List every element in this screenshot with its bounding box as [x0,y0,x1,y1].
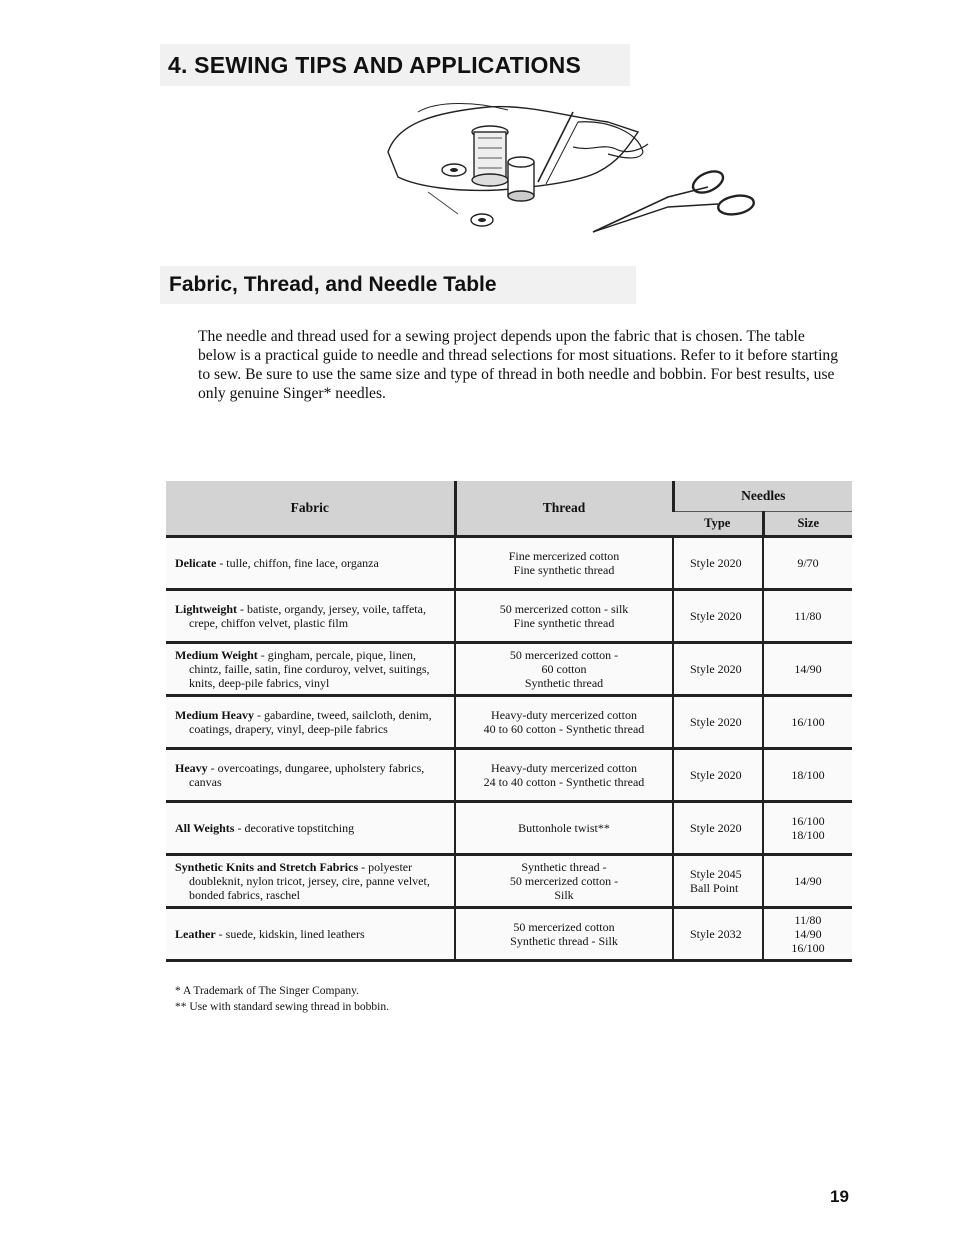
needle-size-cell: 11/80 [763,590,852,643]
needle-size-cell: 11/80 14/90 16/100 [763,908,852,961]
subsection-title: Fabric, Thread, and Needle Table [160,266,636,304]
needle-size-cell: 9/70 [763,537,852,590]
thread-cell: Fine mercerized cotton Fine synthetic thread [455,537,673,590]
needle-type-cell: Style 2020 [673,696,763,749]
fabric-cell [166,749,455,802]
table-row [166,749,852,802]
thread-cell: 50 mercerized cotton - silk Fine synthetic thread [455,590,673,643]
fabric-examples: - batiste, organdy, jersey, voile, taffeta, [237,602,426,616]
fabric-examples: - tulle, chiffon, fine lace, organza [216,556,379,570]
fabric-examples-continued: coatings, drapery, vinyl, deep-pile fabrics [189,722,388,736]
fabric-category: Leather [175,927,216,941]
fabric-cell [166,537,455,590]
table-row [166,590,852,643]
needle-type-cell: Style 2032 [673,908,763,961]
fabric-thread-needle-table [166,481,852,962]
fabric-examples-continued: doubleknit, nylon tricot, jersey, cire, panne velvet, bonded fabrics, raschel [189,874,430,902]
fabric-examples-continued: chintz, faille, satin, fine corduroy, velvet, suitings, knits, deep-pile fabrics, vinyl [189,662,430,690]
fabric-examples-continued: crepe, chiffon velvet, plastic film [189,616,349,630]
thread-cell: Heavy-duty mercerized cotton 40 to 60 cotton - Synthetic thread [455,696,673,749]
needle-type-cell: Style 2020 [673,643,763,696]
footnote-bobbin: ** Use with standard sewing thread in bobbin. [175,1001,389,1013]
fabric-category: Medium Heavy [175,708,254,722]
fabric-examples: - overcoatings, dungaree, upholstery fabrics, [207,761,425,775]
section-title: 4. SEWING TIPS AND APPLICATIONS [160,44,630,86]
fabric-examples: - gingham, percale, pique, linen, [257,648,417,662]
header-type: Type [673,512,763,537]
footnotes [175,983,389,1015]
fabric-examples: - decorative topstitching [234,821,355,835]
needle-size-cell: 16/100 18/100 [763,802,852,855]
fabric-examples: - gabardine, tweed, sailcloth, denim, [254,708,432,722]
thread-cell: Heavy-duty mercerized cotton 24 to 40 cotton - Synthetic thread [455,749,673,802]
thread-cell: 50 mercerized cotton Synthetic thread - Silk [455,908,673,961]
fabric-category: Synthetic Knits and Stretch Fabrics [175,860,359,874]
needle-type-cell: Style 2020 [673,590,763,643]
page-number: 19 [830,1187,849,1206]
needle-type-cell: Style 2045 Ball Point [673,855,763,908]
fabric-cell [166,590,455,643]
intro-paragraph: The needle and thread used for a sewing project depends upon the fabric that is chosen. The table below is a practical guide to needle and thread selections for most situations. Refer to it before starting to sew. Be sure to use the same size and type of thread in both needle and bobbin. For best results, use only genuine Singer* needles. [198,328,839,402]
fabric-examples: - polyester [358,860,413,874]
fabric-category: Heavy [175,761,208,775]
table-row [166,855,852,908]
fabric-category: Medium Weight [175,648,258,662]
header-needles: Needles [673,481,852,512]
fabric-category: All Weights [175,821,235,835]
needle-size-cell: 14/90 [763,855,852,908]
table-row [166,643,852,696]
table-row [166,908,852,961]
footnote-trademark: * A Trademark of The Singer Company. [175,985,359,997]
fabric-category: Delicate [175,556,217,570]
sewing-supplies-illustration [378,92,768,252]
needle-size-cell: 18/100 [763,749,852,802]
fabric-cell [166,643,455,696]
table-row [166,537,852,590]
header-size: Size [763,512,852,537]
needle-type-cell: Style 2020 [673,537,763,590]
fabric-examples-continued: canvas [189,775,222,789]
needle-type-cell: Style 2020 [673,802,763,855]
needle-size-cell: 16/100 [763,696,852,749]
needle-size-cell: 14/90 [763,643,852,696]
table-row [166,696,852,749]
header-fabric: Fabric [166,481,455,537]
table-row [166,802,852,855]
fabric-cell [166,855,455,908]
fabric-category: Lightweight [175,602,238,616]
fabric-examples: - suede, kidskin, lined leathers [215,927,365,941]
thread-cell: Synthetic thread - 50 mercerized cotton - Silk [455,855,673,908]
thread-cell: 50 mercerized cotton - 60 cotton Synthetic thread [455,643,673,696]
thread-cell: Buttonhole twist** [455,802,673,855]
needle-type-cell: Style 2020 [673,749,763,802]
fabric-cell [166,908,455,961]
header-thread: Thread [455,481,673,537]
fabric-cell [166,696,455,749]
fabric-cell [166,802,455,855]
